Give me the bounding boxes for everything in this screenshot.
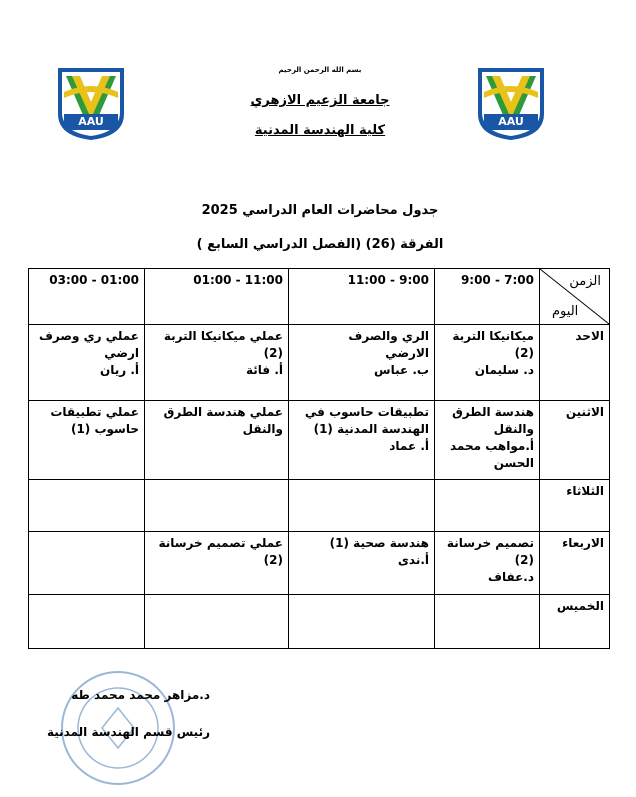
table-row <box>29 325 610 401</box>
schedule-cell <box>145 325 289 401</box>
schedule-cell <box>289 325 435 401</box>
schedule-cell <box>289 595 435 649</box>
day-label: الاربعاء <box>540 532 610 595</box>
cell-text-line: (2) <box>263 553 283 567</box>
university-logo-left <box>52 62 130 142</box>
table-row <box>29 401 610 480</box>
schedule-cell <box>435 325 540 401</box>
signatory-title: رئيس قسم الهندسة المدنية <box>46 725 210 739</box>
day-label: الاثنين <box>540 401 610 480</box>
cell-text-line: (2) <box>514 553 534 567</box>
schedule-table <box>28 268 610 649</box>
cell-text-line: هندسة الطرق <box>452 405 534 419</box>
cell-text-line: عملي تطبيقات <box>50 405 139 419</box>
schedule-cell <box>289 480 435 532</box>
cell-text-line: أ. عماد <box>389 439 429 453</box>
schedule-cell <box>435 401 540 480</box>
schedule-cell <box>29 401 145 480</box>
schedule-cell <box>145 532 289 595</box>
corner-time-label: الزمن <box>569 274 601 289</box>
cell-text-line: الري والصرف <box>348 329 429 343</box>
cell-text-line: أ.مواهب محمد <box>450 439 534 453</box>
cell-text-line: أ. فائة <box>246 363 283 377</box>
aau-emblem-icon <box>472 62 550 142</box>
cell-text-line: ب. عباس <box>374 363 429 377</box>
cell-text-line: د. سليمان <box>474 363 534 377</box>
cell-text-line: هندسة صحية (1) <box>329 536 429 550</box>
schedule-cell <box>289 532 435 595</box>
schedule-subtitle: الفرقة (26) (الفصل الدراسي السابع ) <box>196 237 444 252</box>
cell-text-line: والنقل <box>242 422 283 436</box>
signatory-name: د.مزاهر محمد محمد طه <box>71 688 210 702</box>
schedule-cell <box>29 480 145 532</box>
cell-text-line: عملي ري وصرف <box>38 329 139 343</box>
schedule-title: جدول محاضرات العام الدراسي 2025 <box>201 203 439 218</box>
basmala: بسم الله الرحمن الرحيم <box>278 66 362 74</box>
schedule-cell <box>29 532 145 595</box>
schedule-cell <box>145 595 289 649</box>
logo-text: AAU <box>498 115 524 128</box>
table-header-row <box>29 269 610 325</box>
university-logo-right <box>472 62 550 142</box>
table-row <box>29 480 610 532</box>
time-header-3: 11:00 - 01:00 <box>145 269 289 325</box>
cell-text-line: ارضي <box>104 346 139 360</box>
cell-text-line: ميكانيكا التربة <box>452 329 534 343</box>
table-row <box>29 532 610 595</box>
cell-text-line: د.عفاف <box>488 570 534 584</box>
table-row <box>29 595 610 649</box>
corner-day-label: اليوم <box>552 304 579 319</box>
cell-text-line: تصميم خرسانة <box>446 536 534 550</box>
cell-text-line: (2) <box>263 346 283 360</box>
aau-emblem-icon <box>52 62 130 142</box>
cell-text-line: الارضي <box>385 346 429 360</box>
schedule-cell <box>145 401 289 480</box>
day-label: الاحد <box>540 325 610 401</box>
cell-text-line: والنقل <box>493 422 534 436</box>
time-header-1: 7:00 - 9:00 <box>435 269 540 325</box>
schedule-cell <box>435 532 540 595</box>
cell-text-line: أ.ندى <box>397 553 429 567</box>
college-name: كلية الهندسة المدنية <box>254 123 386 138</box>
day-label: الثلاثاء <box>540 480 610 532</box>
time-header-4: 01:00 - 03:00 <box>29 269 145 325</box>
day-label: الخميس <box>540 595 610 649</box>
cell-text-line: (2) <box>514 346 534 360</box>
schedule-cell <box>435 480 540 532</box>
university-name: جامعة الزعيم الازهري <box>250 93 390 108</box>
cell-text-line: تطبيقات حاسوب في <box>304 405 429 419</box>
cell-text-line: عملي تصميم خرسانة <box>158 536 283 550</box>
cell-text-line: الحسن <box>493 456 534 470</box>
schedule-cell <box>29 595 145 649</box>
corner-cell <box>540 269 610 325</box>
schedule-cell <box>29 325 145 401</box>
time-header-2: 9:00 - 11:00 <box>289 269 435 325</box>
schedule-cell <box>289 401 435 480</box>
schedule-cell <box>435 595 540 649</box>
cell-text-line: عملي ميكانيكا التربة <box>163 329 283 343</box>
cell-text-line: أ. ريان <box>99 363 139 377</box>
cell-text-line: حاسوب (1) <box>70 422 139 436</box>
cell-text-line: عملي هندسة الطرق <box>163 405 283 419</box>
cell-text-line: الهندسة المدنية (1) <box>313 422 429 436</box>
logo-text: AAU <box>78 115 104 128</box>
schedule-cell <box>145 480 289 532</box>
